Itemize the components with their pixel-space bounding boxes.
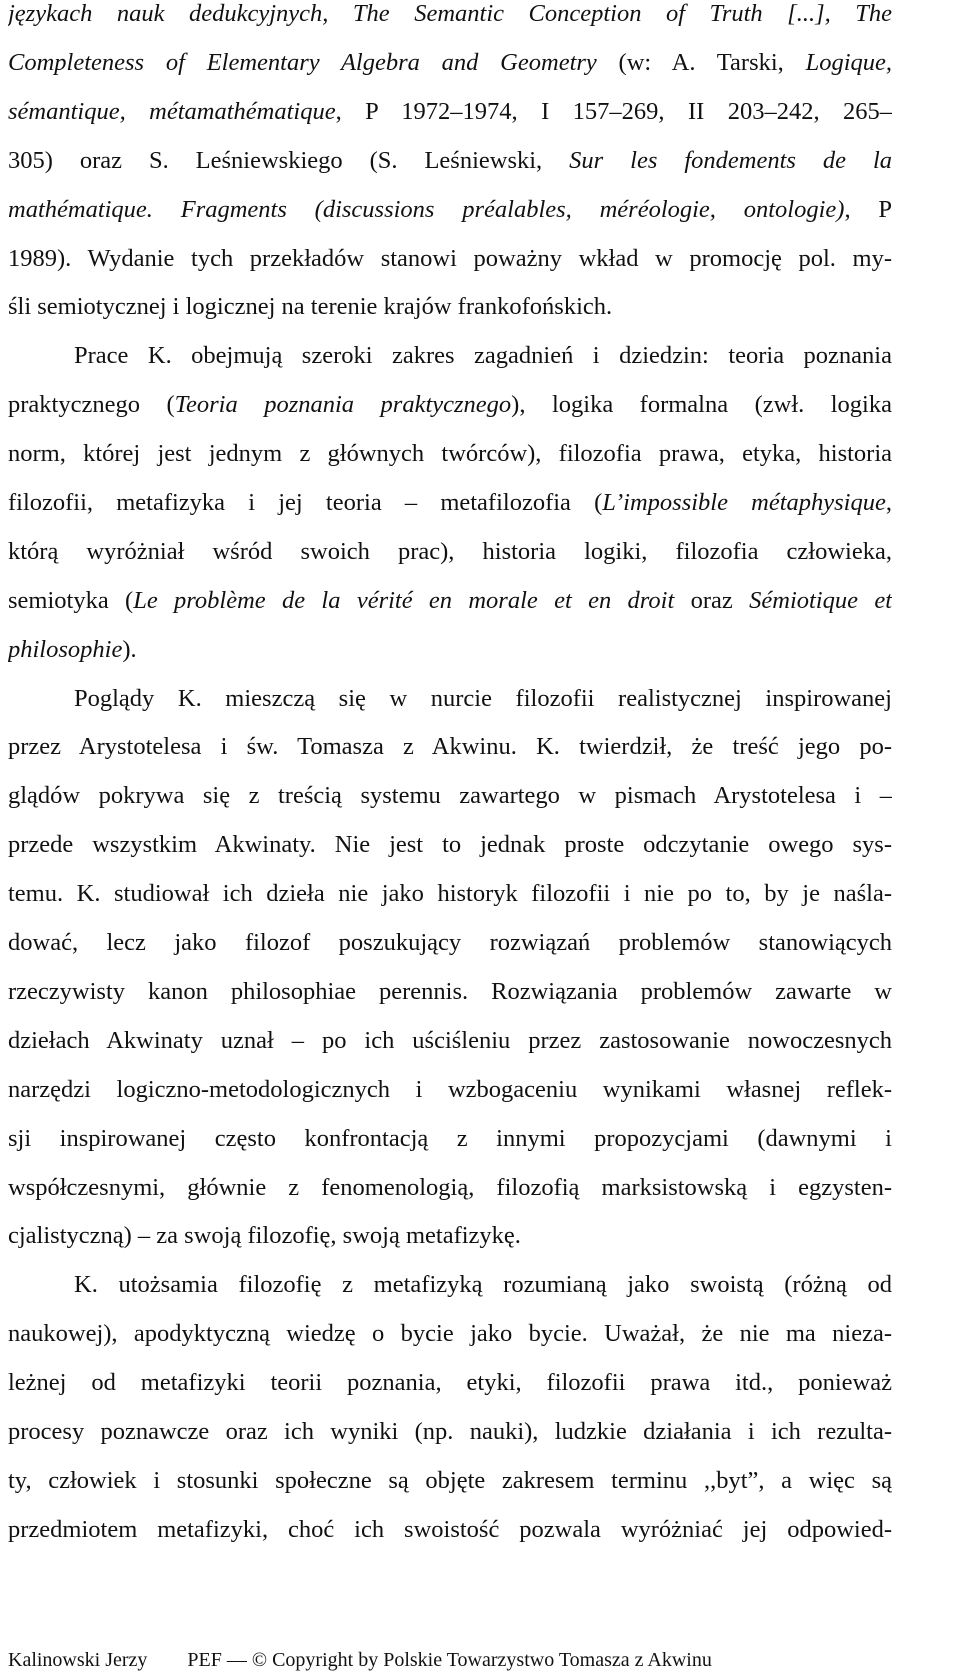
italic-text: językach nauk dedukcyjnych, The Semantic Conception of Truth [...], The <box>8 0 892 27</box>
text-run: dziełach Akwinaty uznał – po ich uściśleniu przez zastosowanie nowoczesnych <box>8 1027 892 1054</box>
text-run: dować, lecz jako filozof poszukujący rozwiązań problemów stanowiących <box>8 929 892 956</box>
text-run: temu. K. studiował ich dzieła nie jako historyk filozofii i nie po to, by je naśla- <box>8 880 892 907</box>
text-line <box>8 98 892 146</box>
text-line <box>8 1467 892 1515</box>
text-line <box>8 1271 892 1319</box>
text-run: K. utożsamia filozofię z metafizyką rozumianą jako swoistą (różną od <box>74 1271 892 1298</box>
text-run: (w: A. Tarski, <box>596 49 806 76</box>
text-run: Poglądy K. mieszczą się w nurcie filozofii realistycznej inspirowanej <box>74 685 892 712</box>
text-run: ty, człowiek i stosunki społeczne są objęte zakresem terminu ,,byt”, a więc są <box>8 1467 892 1494</box>
text-run: procesy poznawcze oraz ich wyniki (np. nauki), ludzkie działania i ich rezulta- <box>8 1418 892 1445</box>
text-run: cjalistyczną) – za swoją filozofię, swoją metafizykę. <box>8 1222 521 1249</box>
text-line <box>8 831 892 879</box>
text-run: śli semiotycznej i logicznej na terenie krajów frankofońskich. <box>8 293 613 320</box>
italic-text: Le problème de la vérité en morale et en droit <box>133 587 675 614</box>
text-line <box>8 1418 892 1466</box>
text-line <box>8 342 892 390</box>
text-run: leżnej od metafizyki teorii poznania, etyki, filozofii prawa itd., ponieważ <box>8 1369 892 1396</box>
text-line <box>8 1174 892 1222</box>
text-line <box>8 587 892 635</box>
text-line <box>8 147 892 195</box>
footer-copyright: PEF — © Copyright by Polskie Towarzystwo Tomasza z Akwinu <box>187 1649 712 1671</box>
text-run: oraz <box>674 587 750 614</box>
text-line <box>8 196 892 244</box>
text-line <box>8 636 892 684</box>
text-run: narzędzi logiczno-metodologicznych i wzbogaceniu wynikami własnej reflek- <box>8 1076 892 1103</box>
text-run: przede wszystkim Akwinaty. Nie jest to jednak proste odczytanie owego sys- <box>8 831 892 858</box>
text-line <box>8 782 892 830</box>
text-run: ), logika formalna (zwł. logika <box>511 391 892 418</box>
text-run: rzeczywisty kanon philosophiae perennis. Rozwiązania problemów zawarte w <box>8 978 892 1005</box>
text-line <box>8 929 892 977</box>
text-run: naukowej), apodyktyczną wiedzę o bycie jako bycie. Uważał, że nie ma nieza- <box>8 1320 892 1347</box>
footer-author: Kalinowski Jerzy <box>8 1649 148 1671</box>
page-footer <box>8 1648 712 1672</box>
text-run: którą wyróżniał wśród swoich prac), historia logiki, filozofia człowieka, <box>8 538 892 565</box>
text-run: filozofii, metafizyka i jej teoria – metafilozofia ( <box>8 489 603 516</box>
text-run: , <box>885 489 892 516</box>
text-line <box>8 1369 892 1417</box>
text-run: semiotyka ( <box>8 587 134 614</box>
text-line <box>8 1320 892 1368</box>
text-line <box>8 245 892 293</box>
text-line <box>8 0 892 48</box>
text-line <box>8 978 892 1026</box>
text-run: sji inspirowanej często konfrontacją z innymi propozycjami (dawnymi i <box>8 1125 892 1152</box>
text-line <box>8 1027 892 1075</box>
text-run: Prace K. obejmują szeroki zakres zagadnień i dziedzin: teoria poznania <box>74 342 892 369</box>
text-line <box>8 1125 892 1173</box>
text-run: 1989). Wydanie tych przekładów stanowi poważny wkład w promocję pol. my- <box>8 245 892 272</box>
text-line <box>8 733 892 781</box>
text-run: przedmiotem metafizyki, choć ich swoistość pozwala wyróżniać jej odpowied- <box>8 1516 892 1543</box>
text-run: praktycznego ( <box>8 391 175 418</box>
text-line <box>8 880 892 928</box>
text-line <box>8 49 892 97</box>
text-line <box>8 1516 892 1564</box>
text-run: współczesnymi, głównie z fenomenologią, filozofią marksistowską i egzysten- <box>8 1174 892 1201</box>
text-line <box>8 440 892 488</box>
text-line <box>8 1222 892 1270</box>
text-run: , P 1972–1974, I 157–269, II 203–242, 265– <box>335 98 892 125</box>
italic-text: sémantique, métamathématique <box>8 98 336 125</box>
italic-text: Sur les fondements de la <box>569 147 892 174</box>
italic-text: Teoria poznania praktycznego <box>174 391 512 418</box>
text-run: norm, której jest jednym z głównych twórców), filozofia prawa, etyka, historia <box>8 440 892 467</box>
text-run: przez Arystotelesa i św. Tomasza z Akwinu. K. twierdził, że treść jego po- <box>8 733 892 760</box>
text-run: 305) oraz S. Leśniewskiego (S. Leśniewski, <box>8 147 570 174</box>
italic-text: L’impossible métaphysique <box>602 489 886 516</box>
text-run: ). <box>122 636 137 663</box>
italic-text: philosophie <box>8 636 123 663</box>
text-run: glądów pokrywa się z treścią systemu zawartego w pismach Arystotelesa i – <box>8 782 892 809</box>
text-line <box>8 391 892 439</box>
italic-text: Logique, <box>805 49 892 76</box>
text-line <box>8 1076 892 1124</box>
italic-text: mathématique. Fragments (discussions préalables, méréologie, ontologie) <box>8 196 845 223</box>
italic-text: Sémiotique et <box>749 587 892 614</box>
text-line <box>8 685 892 733</box>
text-line <box>8 293 892 341</box>
text-line <box>8 489 892 537</box>
text-line <box>8 538 892 586</box>
italic-text: Completeness of Elementary Algebra and Geometry <box>8 49 597 76</box>
text-run: , P <box>844 196 892 223</box>
